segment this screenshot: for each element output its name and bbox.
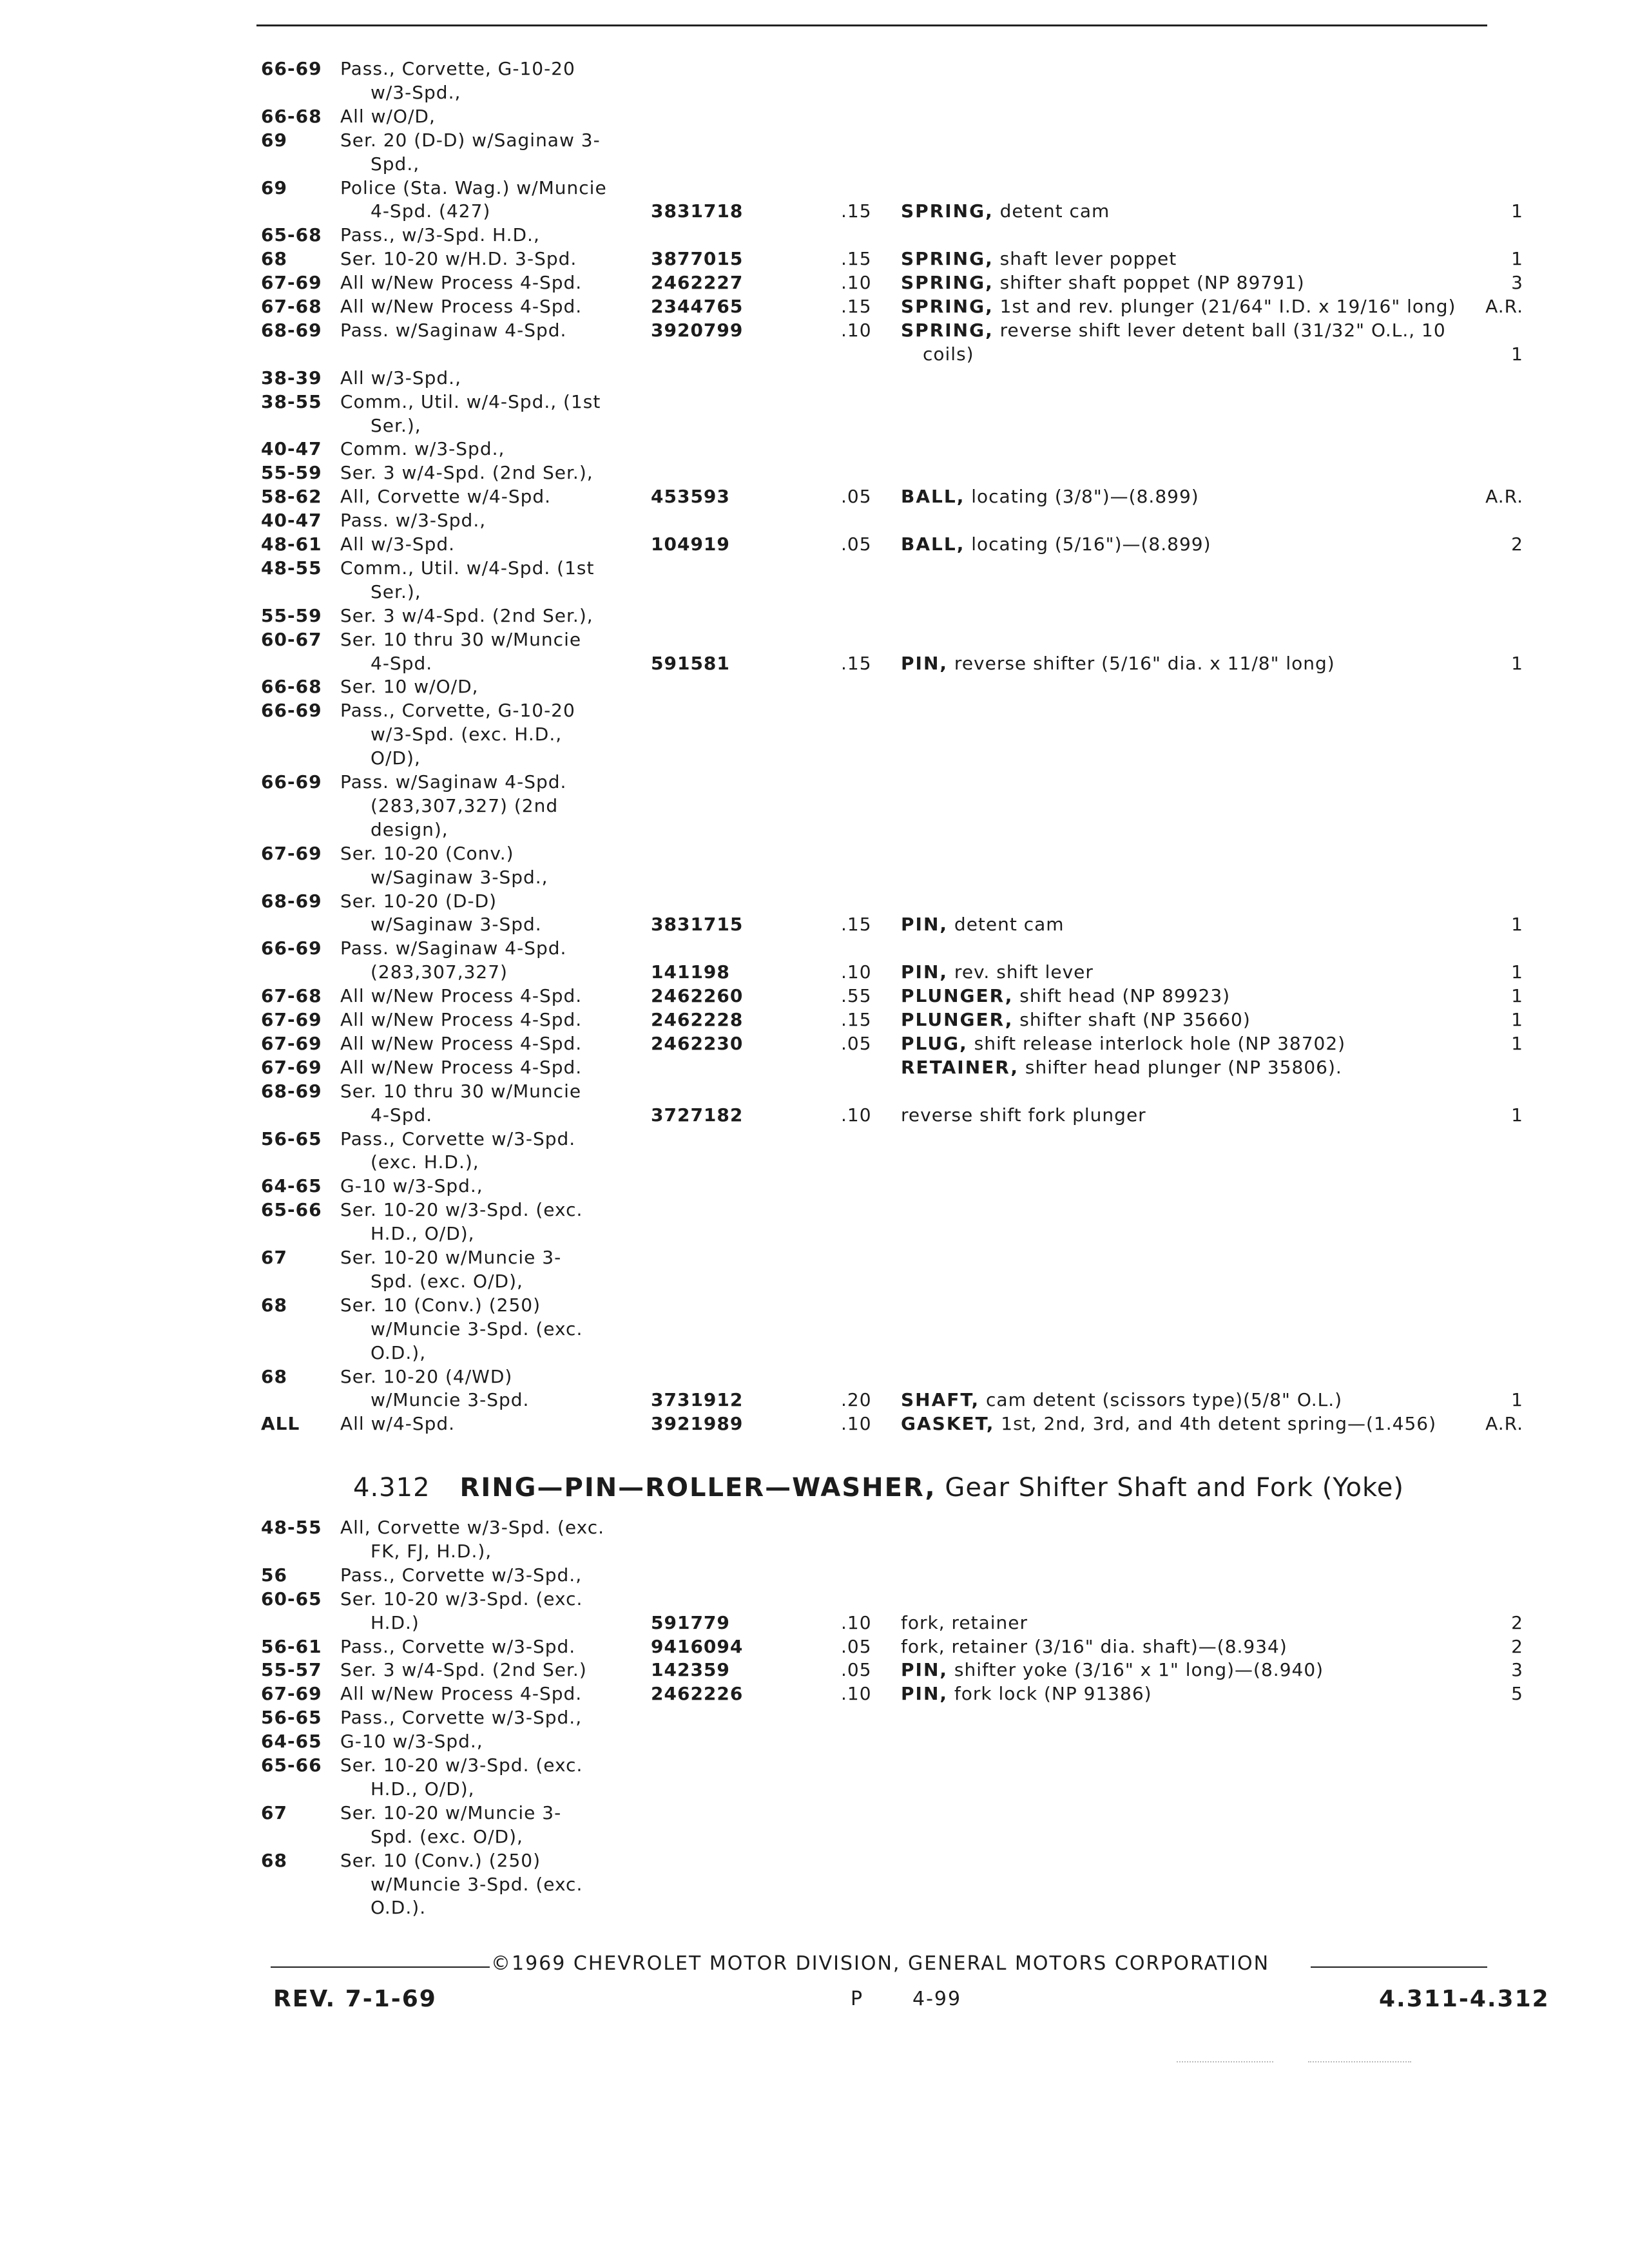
model-year: 64-65 <box>261 1175 322 1197</box>
quantity: 1 <box>1511 985 1523 1007</box>
part-name: SPRING, <box>901 272 994 294</box>
part-number: 3731912 <box>651 1389 744 1411</box>
application: Ser. 3 w/4-Spd. (2nd Ser.), <box>340 604 593 626</box>
scan-artifact-dash <box>1308 2061 1411 2062</box>
model-year: 67 <box>261 1802 287 1823</box>
part-number: 2462228 <box>651 1009 744 1030</box>
part-number: 142359 <box>651 1659 730 1681</box>
section-number: 4.312 <box>353 1473 430 1503</box>
application: 4-Spd. (427) <box>371 200 491 222</box>
application: Ser. 10-20 w/H.D. 3-Spd. <box>340 248 577 270</box>
part-number: 2462230 <box>651 1032 744 1054</box>
part-description <box>901 914 1065 936</box>
part-name: SPRING, <box>901 200 994 222</box>
part-description <box>901 653 1335 675</box>
model-year: 55-59 <box>261 604 322 626</box>
part-description <box>901 200 1110 222</box>
quantity: 1 <box>1511 652 1523 674</box>
part-description <box>901 320 1446 341</box>
part-name: SPRING, <box>901 319 994 341</box>
part-detail: 1st, 2nd, 3rd, and 4th detent spring—(1.456) <box>994 1413 1437 1435</box>
application: Ser. 10 (Conv.) (250) <box>340 1294 541 1316</box>
part-detail: rev. shift lever <box>948 961 1094 983</box>
quantity: 2 <box>1511 1635 1523 1657</box>
quantity: 1 <box>1511 914 1523 936</box>
part-detail: shifter shaft (NP 35660) <box>1013 1009 1251 1030</box>
application: Pass., Corvette, G-10-20 <box>340 700 575 722</box>
part-name: SHAFT, <box>901 1389 980 1411</box>
part-description <box>901 1389 1342 1411</box>
part-number: 591779 <box>651 1611 730 1633</box>
model-year: 60-65 <box>261 1588 322 1610</box>
quantity: 3 <box>1511 1659 1523 1681</box>
part-description <box>901 1104 1146 1126</box>
application: Ser. 3 w/4-Spd. (2nd Ser.) <box>340 1659 587 1681</box>
model-year: ALL <box>261 1413 300 1435</box>
part-detail: cam detent (scissors type)(5/8" O.L.) <box>979 1389 1343 1411</box>
part-number: 3831715 <box>651 914 744 936</box>
application: All w/New Process 4-Spd. <box>340 272 583 294</box>
application: Ser. 3 w/4-Spd. (2nd Ser.), <box>340 462 593 484</box>
part-number: 2344765 <box>651 296 744 317</box>
part-name: PLUNGER, <box>901 1009 1014 1030</box>
application: Ser. 10-20 w/3-Spd. (exc. <box>340 1754 583 1776</box>
application: All, Corvette w/3-Spd. (exc. <box>340 1517 604 1538</box>
application: Police (Sta. Wag.) w/Muncie <box>340 177 607 198</box>
price: .05 <box>841 486 872 508</box>
application: Pass. w/3-Spd., <box>340 510 487 532</box>
model-year: 66-69 <box>261 700 322 722</box>
application: H.D.) <box>371 1611 419 1633</box>
application: Ser. 10-20 (Conv.) <box>340 842 514 864</box>
application: Spd., <box>371 153 420 175</box>
part-number: 9416094 <box>651 1635 744 1657</box>
part-description <box>901 1659 1324 1681</box>
application: All w/3-Spd. <box>340 533 456 555</box>
price: .15 <box>841 248 872 270</box>
price: .10 <box>841 1611 872 1633</box>
application: H.D., O/D), <box>371 1223 475 1245</box>
application: Spd. (exc. O/D), <box>371 1270 523 1292</box>
model-year: 67-69 <box>261 272 322 294</box>
part-description <box>901 1033 1345 1055</box>
application: O.D.), <box>371 1341 427 1363</box>
quantity: A.R. <box>1485 486 1523 508</box>
application: Ser. 10-20 w/3-Spd. (exc. <box>340 1588 583 1610</box>
part-detail: fork, retainer (3/16" dia. shaft)—(8.934) <box>901 1635 1287 1657</box>
price: .05 <box>841 1032 872 1054</box>
model-year: 40-47 <box>261 438 322 460</box>
footer-copyright: ©1969 CHEVROLET MOTOR DIVISION, GENERAL MOTORS CORPORATION <box>491 1952 1270 1975</box>
application: Ser. 10-20 w/3-Spd. (exc. <box>340 1199 583 1221</box>
part-number: 3921989 <box>651 1413 744 1435</box>
quantity: 2 <box>1511 1611 1523 1633</box>
price: .15 <box>841 914 872 936</box>
part-description <box>901 1683 1152 1705</box>
model-year: 65-68 <box>261 224 322 246</box>
model-year: 68-69 <box>261 319 322 341</box>
model-year: 66-69 <box>261 58 322 79</box>
part-description <box>901 1612 1028 1634</box>
model-year: 68-69 <box>261 1080 322 1102</box>
quantity: 1 <box>1511 200 1523 222</box>
application: Ser. 10 thru 30 w/Muncie <box>340 1080 582 1102</box>
application: All w/New Process 4-Spd. <box>340 1009 583 1030</box>
application: Ser. 10-20 w/Muncie 3- <box>340 1247 562 1268</box>
quantity: 5 <box>1511 1683 1523 1705</box>
application: All w/4-Spd. <box>340 1413 456 1435</box>
price: .15 <box>841 200 872 222</box>
application: O/D), <box>371 747 421 769</box>
part-description <box>901 985 1230 1007</box>
part-name: SPRING, <box>901 296 994 317</box>
model-year: 48-55 <box>261 557 322 579</box>
quantity: 1 <box>1511 1032 1523 1054</box>
model-year: 67-69 <box>261 1009 322 1030</box>
application: Ser. 20 (D-D) w/Saginaw 3- <box>340 129 601 151</box>
part-name: PIN, <box>901 1659 949 1681</box>
quantity: 1 <box>1511 1104 1523 1126</box>
model-year: 40-47 <box>261 510 322 532</box>
application: w/Muncie 3-Spd. (exc. <box>371 1873 583 1895</box>
part-name: BALL, <box>901 533 965 555</box>
part-name: PLUG, <box>901 1032 968 1054</box>
application: Pass. w/Saginaw 4-Spd. <box>340 937 567 959</box>
footer-rule-left <box>271 1966 490 1968</box>
part-detail: detent cam <box>948 914 1065 936</box>
part-detail: reverse shifter (5/16" dia. x 11/8" long) <box>948 652 1335 674</box>
model-year: 68-69 <box>261 890 322 912</box>
part-detail: shift head (NP 89923) <box>1013 985 1231 1007</box>
application: 4-Spd. <box>371 652 433 674</box>
part-number: 3831718 <box>651 200 744 222</box>
application: design), <box>371 818 448 840</box>
part-name: BALL, <box>901 486 965 508</box>
application: Ser. 10-20 w/Muncie 3- <box>340 1802 562 1823</box>
application: Ser.), <box>371 581 421 602</box>
application: Ser.), <box>371 414 421 436</box>
model-year: 56 <box>261 1564 287 1586</box>
part-number: 141198 <box>651 961 730 983</box>
application: Ser. 10 w/O/D, <box>340 676 479 698</box>
application: All w/New Process 4-Spd. <box>340 1056 583 1078</box>
application: All, Corvette w/4-Spd. <box>340 486 552 508</box>
quantity: A.R. <box>1485 1413 1523 1435</box>
quantity: 1 <box>1511 248 1523 270</box>
model-year: 64-65 <box>261 1731 322 1753</box>
application: w/Muncie 3-Spd. <box>371 1389 530 1411</box>
application: w/Saginaw 3-Spd. <box>371 914 542 936</box>
model-year: 48-61 <box>261 533 322 555</box>
application: Ser. 10 thru 30 w/Muncie <box>340 628 582 650</box>
part-number: 104919 <box>651 533 730 555</box>
footer-revision: REV. 7-1-69 <box>273 1986 437 2012</box>
part-detail: shifter shaft poppet (NP 89791) <box>993 272 1305 294</box>
application: All w/O/D, <box>340 105 436 127</box>
footer-page-letter: P <box>851 1988 864 2010</box>
part-name: SPRING, <box>901 248 994 270</box>
part-name: PIN, <box>901 1683 949 1705</box>
model-year: 68 <box>261 1294 287 1316</box>
model-year: 58-62 <box>261 486 322 508</box>
part-number: 2462227 <box>651 272 744 294</box>
model-year: 56-61 <box>261 1635 322 1657</box>
application: Pass., Corvette, G-10-20 <box>340 58 575 79</box>
application: Pass. w/Saginaw 4-Spd. <box>340 319 567 341</box>
application: All w/3-Spd., <box>340 367 461 389</box>
model-year: 67-68 <box>261 985 322 1007</box>
section-title-rest: Gear Shifter Shaft and Fork (Yoke) <box>936 1473 1404 1503</box>
part-name: RETAINER, <box>901 1056 1019 1078</box>
part-number: 2462260 <box>651 985 744 1007</box>
part-description <box>901 248 1177 270</box>
part-detail: reverse shift fork plunger <box>901 1104 1146 1126</box>
model-year: 66-68 <box>261 105 322 127</box>
quantity: A.R. <box>1485 296 1523 317</box>
section-title-bold: RING—PIN—ROLLER—WASHER, <box>459 1473 936 1503</box>
model-year: 66-69 <box>261 937 322 959</box>
application: Ser. 10 (Conv.) (250) <box>340 1849 541 1871</box>
application: 4-Spd. <box>371 1104 433 1126</box>
footer-rule-right <box>1311 1966 1487 1968</box>
price: .15 <box>841 296 872 317</box>
part-number: 3920799 <box>651 319 744 341</box>
application: Pass. w/Saginaw 4-Spd. <box>340 771 567 793</box>
part-detail: detent cam <box>993 200 1110 222</box>
price: .05 <box>841 1635 872 1657</box>
part-description <box>901 486 1199 508</box>
application: (exc. H.D.), <box>371 1151 479 1173</box>
application: w/3-Spd., <box>371 81 461 103</box>
model-year: 67-69 <box>261 1683 322 1705</box>
part-name: GASKET, <box>901 1413 995 1435</box>
model-year: 67-69 <box>261 842 322 864</box>
part-detail: locating (5/16")—(8.899) <box>965 533 1211 555</box>
price: .10 <box>841 961 872 983</box>
model-year: 66-69 <box>261 771 322 793</box>
model-year: 69 <box>261 129 287 151</box>
part-detail: 1st and rev. plunger (21/64" I.D. x 19/16" long) <box>993 296 1456 317</box>
quantity: 1 <box>1511 961 1523 983</box>
application: (283,307,327) <box>371 961 508 983</box>
model-year: 38-39 <box>261 367 322 389</box>
application: All w/New Process 4-Spd. <box>340 1683 583 1705</box>
quantity: 1 <box>1511 1389 1523 1411</box>
application: Comm., Util. w/4-Spd. (1st <box>340 557 595 579</box>
part-detail: shift release interlock hole (NP 38702) <box>967 1032 1346 1054</box>
part-name: PIN, <box>901 914 949 936</box>
price: .05 <box>841 533 872 555</box>
model-year: 67-69 <box>261 1056 322 1078</box>
application: w/Saginaw 3-Spd., <box>371 866 548 888</box>
part-detail: locating (3/8")—(8.899) <box>965 486 1199 508</box>
model-year: 60-67 <box>261 628 322 650</box>
model-year: 48-55 <box>261 1517 322 1538</box>
part-description <box>901 533 1211 555</box>
price: .10 <box>841 1104 872 1126</box>
price: .20 <box>841 1389 872 1411</box>
application: Pass., Corvette w/3-Spd. <box>340 1128 576 1149</box>
application: O.D.). <box>371 1897 427 1919</box>
model-year: 68 <box>261 1365 287 1387</box>
top-rule <box>256 24 1487 26</box>
application: Comm. w/3-Spd., <box>340 438 505 460</box>
application: Ser. 10-20 (4/WD) <box>340 1365 513 1387</box>
part-detail: fork lock (NP 91386) <box>948 1683 1152 1705</box>
application: w/Muncie 3-Spd. (exc. <box>371 1318 583 1340</box>
model-year: 55-59 <box>261 462 322 484</box>
part-number: 3727182 <box>651 1104 744 1126</box>
section-heading <box>353 1473 1404 1503</box>
part-number: 3877015 <box>651 248 744 270</box>
application: All w/New Process 4-Spd. <box>340 1032 583 1054</box>
quantity: 1 <box>1511 343 1523 365</box>
part-description <box>901 1413 1436 1435</box>
part-number: 2462226 <box>651 1683 744 1705</box>
price: .55 <box>841 985 872 1007</box>
model-year: 56-65 <box>261 1707 322 1729</box>
model-year: 65-66 <box>261 1199 322 1221</box>
price: .10 <box>841 1413 872 1435</box>
application: Comm., Util. w/4-Spd., (1st <box>340 390 601 412</box>
quantity: 3 <box>1511 272 1523 294</box>
part-detail: reverse shift lever detent ball (31/32" O.L., 10 <box>993 319 1446 341</box>
price: .15 <box>841 652 872 674</box>
part-description <box>901 272 1305 294</box>
application: Ser. 10-20 (D-D) <box>340 890 497 912</box>
price: .10 <box>841 272 872 294</box>
model-year: 66-68 <box>261 676 322 698</box>
price: .05 <box>841 1659 872 1681</box>
application: Pass., Corvette w/3-Spd., <box>340 1564 583 1586</box>
part-description <box>923 343 974 365</box>
part-description <box>901 1636 1287 1658</box>
model-year: 55-57 <box>261 1659 322 1681</box>
application: All w/New Process 4-Spd. <box>340 296 583 317</box>
model-year: 65-66 <box>261 1754 322 1776</box>
scan-artifact-dash <box>1177 2061 1273 2062</box>
model-year: 69 <box>261 177 287 198</box>
model-year: 68 <box>261 1849 287 1871</box>
quantity: 2 <box>1511 533 1523 555</box>
application: Pass., w/3-Spd. H.D., <box>340 224 540 246</box>
part-description <box>901 296 1456 318</box>
application: Spd. (exc. O/D), <box>371 1825 523 1847</box>
part-number: 453593 <box>651 486 730 508</box>
part-name: PIN, <box>901 961 949 983</box>
footer-group-range: 4.311-4.312 <box>1379 1986 1550 2012</box>
price: .10 <box>841 1683 872 1705</box>
part-description <box>901 1009 1251 1031</box>
part-detail: shifter head plunger (NP 35806). <box>1018 1056 1342 1078</box>
application: Pass., Corvette w/3-Spd., <box>340 1707 583 1729</box>
application: Pass., Corvette w/3-Spd. <box>340 1635 576 1657</box>
part-name: PIN, <box>901 652 949 674</box>
model-year: 68 <box>261 248 287 270</box>
model-year: 67 <box>261 1247 287 1268</box>
application: G-10 w/3-Spd., <box>340 1175 483 1197</box>
quantity: 1 <box>1511 1009 1523 1030</box>
application: w/3-Spd. (exc. H.D., <box>371 724 563 745</box>
part-number: 591581 <box>651 652 730 674</box>
application: H.D., O/D), <box>371 1778 475 1800</box>
price: .15 <box>841 1009 872 1030</box>
price: .10 <box>841 319 872 341</box>
model-year: 67-69 <box>261 1032 322 1054</box>
footer-page-number: 4-99 <box>912 1988 962 2010</box>
part-detail: shifter yoke (3/16" x 1" long)—(8.940) <box>948 1659 1324 1681</box>
part-detail: fork, retainer <box>901 1611 1028 1633</box>
part-detail: shaft lever poppet <box>993 248 1177 270</box>
application: (283,307,327) (2nd <box>371 794 559 816</box>
part-description <box>901 961 1094 983</box>
part-name: PLUNGER, <box>901 985 1014 1007</box>
model-year: 38-55 <box>261 390 322 412</box>
application: G-10 w/3-Spd., <box>340 1731 483 1753</box>
application: FK, FJ, H.D.), <box>371 1540 492 1562</box>
application: All w/New Process 4-Spd. <box>340 985 583 1007</box>
part-detail: coils) <box>923 343 974 365</box>
model-year: 56-65 <box>261 1128 322 1149</box>
model-year: 67-68 <box>261 296 322 317</box>
part-description <box>901 1057 1342 1079</box>
